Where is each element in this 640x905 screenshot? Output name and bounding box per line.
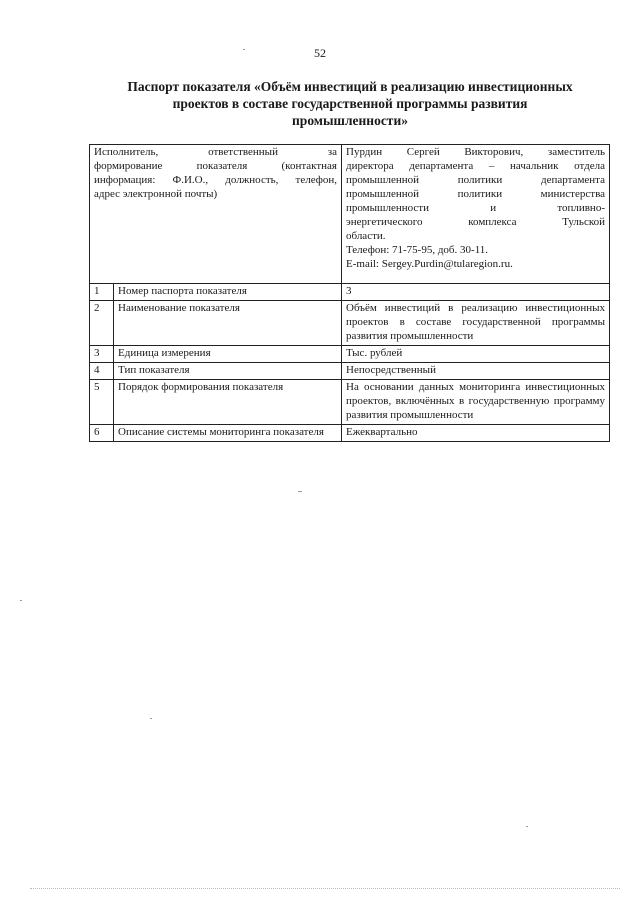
scan-speck (150, 718, 152, 719)
executor-label-line: формирование показателя (контактная (94, 160, 337, 172)
title-line-1: Паспорт показателя «Объём инвестиций в реализацию инвестиционных (127, 79, 573, 94)
scan-speck (20, 600, 22, 601)
executor-label-line: адрес электронной почты) (94, 188, 218, 200)
table-row (90, 346, 610, 363)
executor-label-line: Исполнитель, ответственный за (94, 146, 337, 158)
row-value: Непосредственный (342, 363, 610, 380)
row-label: Порядок формирования показателя (114, 380, 342, 425)
executor-label-line: информация: Ф.И.О., должность, телефон, (94, 174, 337, 186)
executor-email: E-mail: Sergey.Purdin@tularegion.ru. (346, 258, 513, 270)
table-row (90, 363, 610, 380)
table-row (90, 301, 610, 346)
scan-speck (298, 491, 302, 492)
executor-value-cell (342, 145, 610, 284)
row-value: Тыс. рублей (342, 346, 610, 363)
row-number: 4 (90, 363, 114, 380)
row-number: 5 (90, 380, 114, 425)
title-line-3: промышленности» (292, 113, 408, 128)
executor-row (90, 145, 610, 284)
row-number: 1 (90, 284, 114, 301)
row-label: Наименование показателя (114, 301, 342, 346)
executor-value-line: промышленной политики департамента (346, 174, 605, 186)
executor-value-line: области. (346, 230, 386, 242)
row-value: Ежеквартально (342, 425, 610, 442)
row-number: 2 (90, 301, 114, 346)
executor-value-line: директора департамента – начальник отдела (346, 160, 605, 172)
row-label: Тип показателя (114, 363, 342, 380)
table-row (90, 284, 610, 301)
scan-speck (526, 826, 528, 827)
executor-phone: Телефон: 71-75-95, доб. 30-11. (346, 244, 489, 256)
document-title (90, 78, 610, 129)
row-label: Единица измерения (114, 346, 342, 363)
row-label: Номер паспорта показателя (114, 284, 342, 301)
executor-label-cell (90, 145, 342, 284)
row-number: 6 (90, 425, 114, 442)
executor-value-line: промышленной политики министерства (346, 188, 605, 200)
title-line-2: проектов в составе государственной программы развития (172, 96, 528, 111)
executor-value-line: энергетического комплекса Тульской (346, 216, 605, 228)
row-label: Описание системы мониторинга показателя (114, 425, 342, 442)
scan-edge-noise (30, 888, 620, 890)
executor-value-line: промышленности и топливно- (346, 202, 605, 214)
row-value: На основании данных мониторинга инвестиционных проектов, включённых в государственную программу развития промышленности (342, 380, 610, 425)
row-value: Объём инвестиций в реализацию инвестиционных проектов в составе государственной программы развития промышленности (342, 301, 610, 346)
executor-value-line: Пурдин Сергей Викторович, заместитель (346, 146, 605, 158)
page-number: 52 (314, 46, 326, 60)
row-number: 3 (90, 346, 114, 363)
row-value: 3 (342, 284, 610, 301)
indicator-passport-table (89, 144, 610, 442)
table-row (90, 380, 610, 425)
scan-speck (243, 49, 245, 50)
table-row (90, 425, 610, 442)
